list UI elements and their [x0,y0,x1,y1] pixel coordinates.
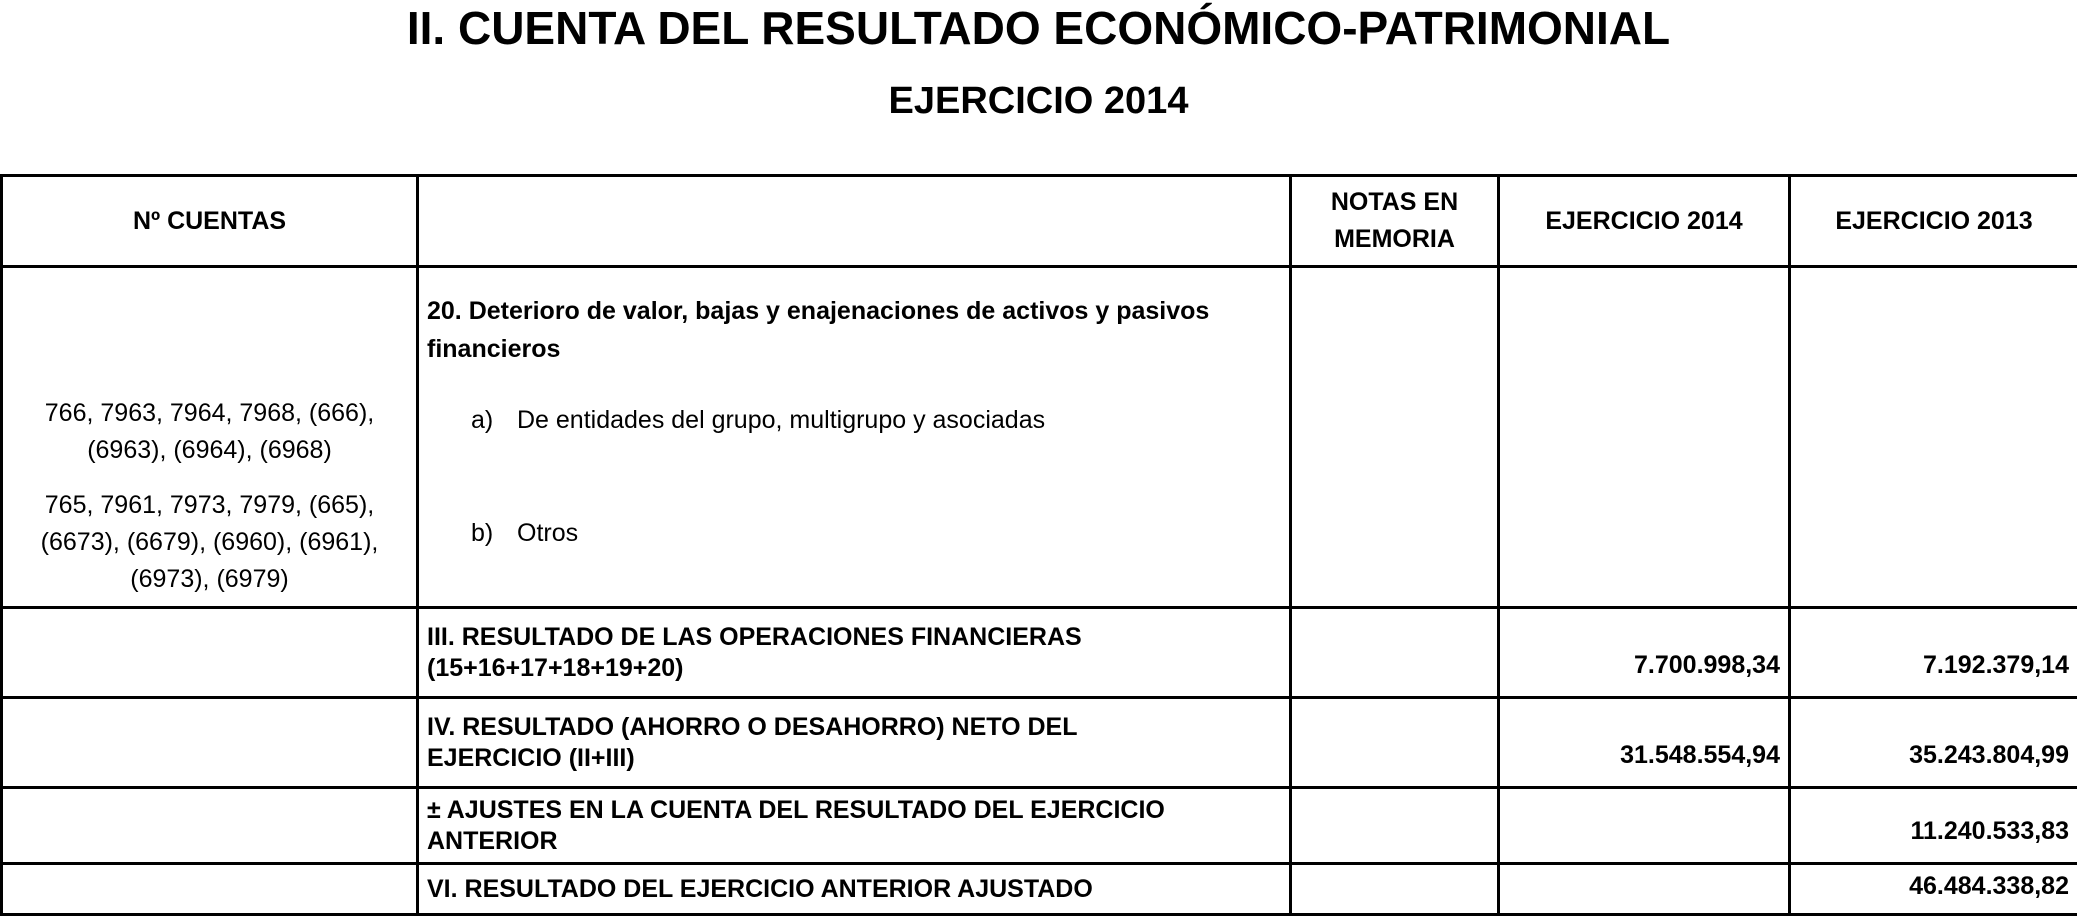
value-2014-cell-item-20 [1499,267,1790,608]
accounts-b-line2: (6673), (6679), (6960), (6961), [11,524,408,561]
adjustments-line1: ± AJUSTES EN LA CUENTA DEL RESULTADO DEL EJERCICIO [427,796,1165,824]
table-row-result-vi [2,864,2077,915]
header-concept [418,176,1291,267]
adjustments-line2: ANTERIOR [427,827,558,855]
table-row-result-iii [2,608,2077,698]
table-header-row [2,176,2077,267]
results-table [0,174,2077,916]
concept-cell-result-vi: VI. RESULTADO DEL EJERCICIO ANTERIOR AJUSTADO [418,864,1291,915]
value-2013-adjustments: 11.240.533,83 [1790,788,2077,864]
value-2014-result-iv: 31.548.554,94 [1499,698,1790,788]
accounts-cell-result-iii [2,608,418,698]
concept-cell-result-iv [418,698,1291,788]
header-accounts: Nº CUENTAS [2,176,418,267]
accounts-b-line3: (6973), (6979) [11,561,408,598]
notes-cell-adjustments [1291,788,1499,864]
document-title: II. CUENTA DEL RESULTADO ECONÓMICO-PATRIMONIAL [0,0,2077,56]
document-subtitle: EJERCICIO 2014 [0,76,2077,126]
header-notes [1291,176,1499,267]
header-notes-line2: MEMORIA [1334,225,1455,253]
sub-item-b [427,515,1281,552]
accounts-cell-adjustments [2,788,418,864]
sub-item-a-label: De entidades del grupo, multigrupo y asociadas [517,406,1045,434]
item-20-heading-line1: 20. Deterioro de valor, bajas y enajenaciones de activos y pasivos [427,292,1281,330]
notes-cell-item-20 [1291,267,1499,608]
result-iii-line1: III. RESULTADO DE LAS OPERACIONES FINANCIERAS [427,623,1082,651]
accounts-b-line1: 765, 7961, 7973, 7979, (665), [11,487,408,524]
accounts-cell-result-vi [2,864,418,915]
notes-cell-result-vi [1291,864,1499,915]
item-20-heading-line2: financieros [427,330,1281,368]
concept-cell-item-20 [418,267,1291,608]
sub-item-b-marker: b) [471,515,517,552]
accounts-cell-item-20 [2,267,418,608]
result-iv-line2: EJERCICIO (II+III) [427,744,635,772]
accounts-cell-result-iv [2,698,418,788]
accounts-a-line2: (6963), (6964), (6968) [11,432,408,469]
table-row-adjustments [2,788,2077,864]
value-2014-adjustments [1499,788,1790,864]
concept-cell-result-iii [418,608,1291,698]
accounts-a-line1: 766, 7963, 7964, 7968, (666), [11,395,408,432]
sub-item-a [427,402,1281,439]
result-iv-line1: IV. RESULTADO (AHORRO O DESAHORRO) NETO DEL [427,713,1078,741]
value-2013-result-vi: 46.484.338,82 [1790,864,2077,915]
header-notes-line1: NOTAS EN [1331,188,1458,216]
result-iii-line2: (15+16+17+18+19+20) [427,654,684,682]
header-year-2014: EJERCICIO 2014 [1499,176,1790,267]
table-row-item-20 [2,267,2077,608]
table-row-result-iv [2,698,2077,788]
value-2013-result-iv: 35.243.804,99 [1790,698,2077,788]
value-2014-result-vi [1499,864,1790,915]
value-2014-result-iii: 7.700.998,34 [1499,608,1790,698]
sub-item-a-marker: a) [471,402,517,439]
notes-cell-result-iii [1291,608,1499,698]
accounts-group-b [11,487,408,598]
notes-cell-result-iv [1291,698,1499,788]
value-2013-result-iii: 7.192.379,14 [1790,608,2077,698]
accounts-group-a [11,395,408,469]
value-2013-cell-item-20 [1790,267,2077,608]
concept-cell-adjustments [418,788,1291,864]
sub-item-b-label: Otros [517,519,578,547]
header-year-2013: EJERCICIO 2013 [1790,176,2077,267]
